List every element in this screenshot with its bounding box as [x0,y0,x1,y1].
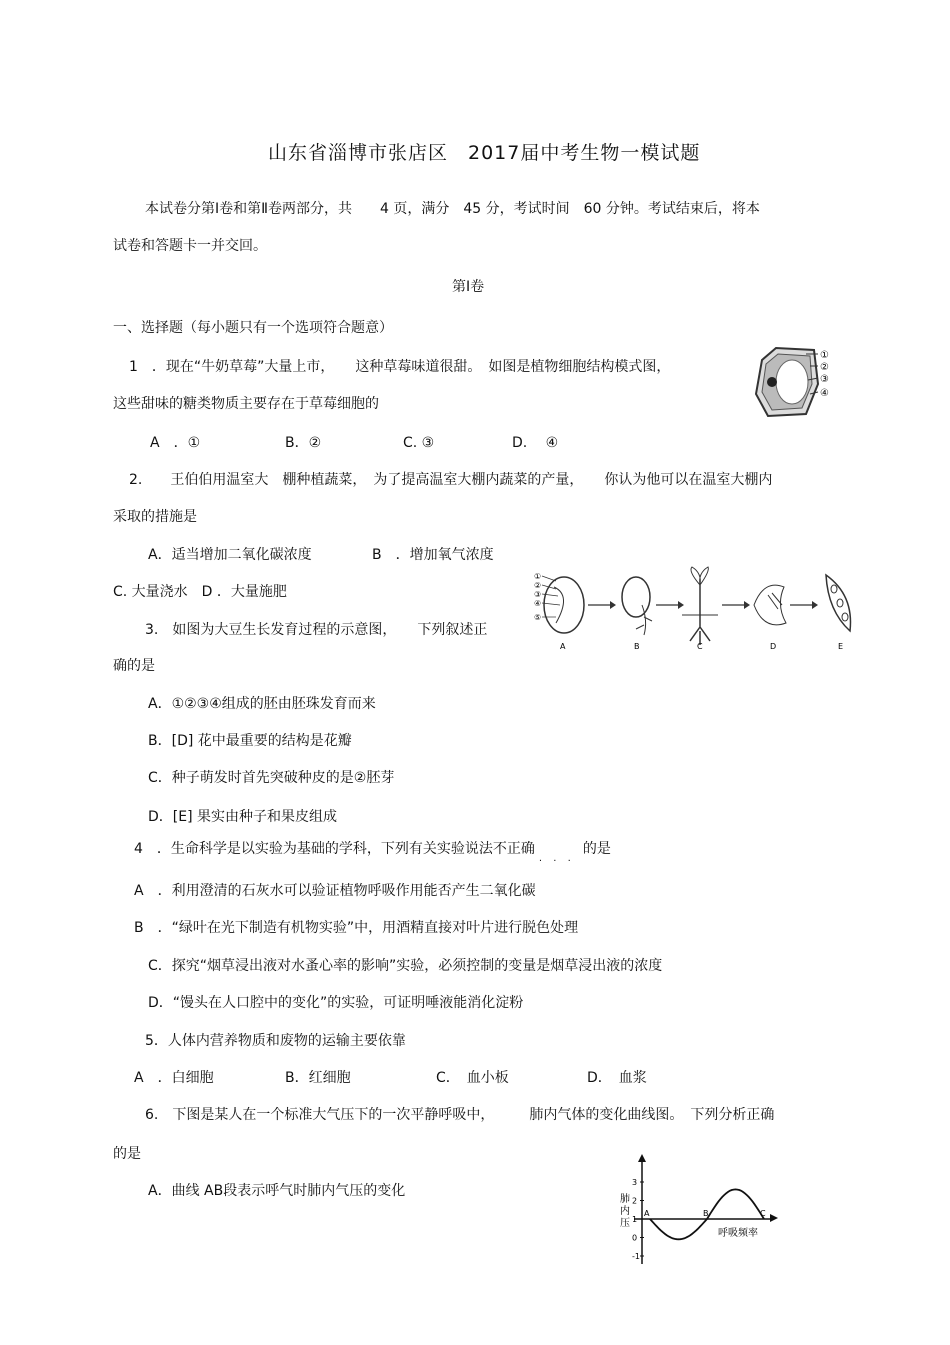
y-tick-label: 3 [632,1178,638,1187]
seed-shape [544,577,584,633]
q3-option-d: D．[E] 果实由种子和果皮组成 [148,809,337,825]
stage-label-c: C [697,642,703,651]
q1-option-b: B．② [285,435,322,451]
emphasis-dots: . . . [538,853,575,864]
q3-stem-line-2: 确的是 [113,658,155,674]
q4-option-a: A ．利用澄清的石灰水可以验证植物呼吸作用能否产生二氧化碳 [134,883,536,899]
q1-stem-line-1: 1 ．现在“牛奶草莓”大量上市， 这种草莓味道很甜。 如图是植物细胞结构模式图， [129,359,671,375]
q2-stem-line-1: 2. 王伯伯用温室大 棚种植蔬菜， 为了提高温室大棚内蔬菜的产量， 你认为他可以在温室大棚内 [129,472,773,488]
q5-option-b: B．红细胞 [285,1070,351,1086]
q2-stem-line-2: 采取的措施是 [113,509,197,525]
seed-label-4: ④ [534,599,542,608]
intro-line-2: 试卷和答题卡一并交回。 [113,238,267,254]
point-label-c: C [760,1209,766,1218]
flower-shape [754,585,786,625]
q1-option-c: C. ③ [403,435,435,451]
x-axis-label: 呼吸频率 [718,1228,758,1239]
q3-option-c: C．种子萌发时首先突破种皮的是②胚芽 [148,770,395,786]
y-tick-label: 1 [632,1215,638,1224]
y-tick-label: -1 [632,1252,640,1261]
q2-option-cd: C. 大量浇水 D ．大量施肥 [113,584,287,600]
q4-option-b: B ．“绿叶在光下制造有机物实验”中，用酒精直接对叶片进行脱色处理 [134,920,579,936]
y-tick-label: 2 [632,1196,638,1206]
pod-shape [826,575,851,631]
plant-cell-figure [748,342,838,422]
y-axis-arrow [638,1154,646,1162]
seed-label-1: ① [534,572,542,581]
intro-line-1: 本试卷分第Ⅰ卷和第Ⅱ卷两部分，共 4 页，满分 45 分，考试时间 60 分钟。考试结束后，将本 [145,201,760,217]
germinating-seed-shape [622,577,650,617]
seed-label-3: ③ [534,590,542,599]
point-label-a: A [644,1209,650,1218]
vacuole-shape [776,360,808,404]
stage-label-b: B [634,642,640,651]
seed-label-5: ⑤ [534,613,542,622]
q6-stem-line-2: 的是 [113,1146,141,1162]
q3-stem-line-1: 3. 如图为大豆生长发育过程的示意图， 下列叙述正 [145,622,488,638]
cell-label-2: ② [820,362,829,373]
q4-stem-text: 4 ．生命科学是以实验为基础的学科，下列有关实验说法不正确 [134,841,535,857]
q4-stem-line-1 [134,839,611,869]
q6-stem-line-1: 6. 下图是某人在一个标准大气压下的一次平静呼吸中， 肺内气体的变化曲线图。 下列分析正确 [145,1107,775,1123]
q1-option-a: A ．① [150,435,201,451]
y-tick-label: 0 [632,1233,638,1243]
y-label-char-2: 内 [620,1206,630,1217]
q6-option-a: A．曲线 AB段表示呼气时肺内气压的变化 [148,1183,406,1199]
cell-label-1: ① [820,350,829,361]
cell-label-4: ④ [820,388,829,399]
y-label-char-1: 肺 [620,1194,630,1205]
x-axis-arrow [770,1214,778,1222]
stage-label-a: A [560,642,566,651]
soybean-growth-figure [532,565,862,660]
q5-option-d: D． 血浆 [587,1070,647,1086]
page-title: 山东省淄博市张店区 2017届中考生物一模试题 [268,142,701,164]
q3-option-b: B．[D] 花中最重要的结构是花瓣 [148,733,352,749]
q2-option-a: A．适当增加二氧化碳浓度 [148,547,312,563]
part-heading: 一、选择题（每小题只有一个选项符合题意） [113,320,393,336]
y-label-char-3: 压 [620,1218,630,1229]
q3-option-a: A．①②③④组成的胚由胚珠发育而来 [148,696,376,712]
q5-option-c: C． 血小板 [436,1070,509,1086]
stage-label-d: D [770,642,777,651]
q5-option-a: A ．白细胞 [134,1070,214,1086]
q1-stem-line-2: 这些甜味的糖类物质主要存在于草莓细胞的 [113,396,379,412]
q2-option-b: B ．增加氧气浓度 [372,547,494,563]
section-title: 第Ⅰ卷 [452,279,485,295]
seedling-leaves [691,567,708,585]
q4-stem-text-end: 的是 [582,841,611,857]
nucleus-shape [767,377,777,387]
q4-option-d: D．“馒头在人口腔中的变化”的实验，可证明唾液能消化淀粉 [148,995,524,1011]
seed-label-2: ② [534,581,542,590]
stage-label-e: E [838,642,844,651]
cell-label-3: ③ [820,374,829,385]
q5-stem: 5．人体内营养物质和废物的运输主要依靠 [145,1033,406,1049]
q4-option-c: C．探究“烟草浸出液对水蚤心率的影响”实验，必须控制的变量是烟草浸出液的浓度 [148,958,663,974]
lung-pressure-chart [612,1152,792,1268]
q1-option-d: D. ④ [512,435,559,451]
point-label-b: B [703,1209,709,1218]
point-labels [644,1209,766,1218]
